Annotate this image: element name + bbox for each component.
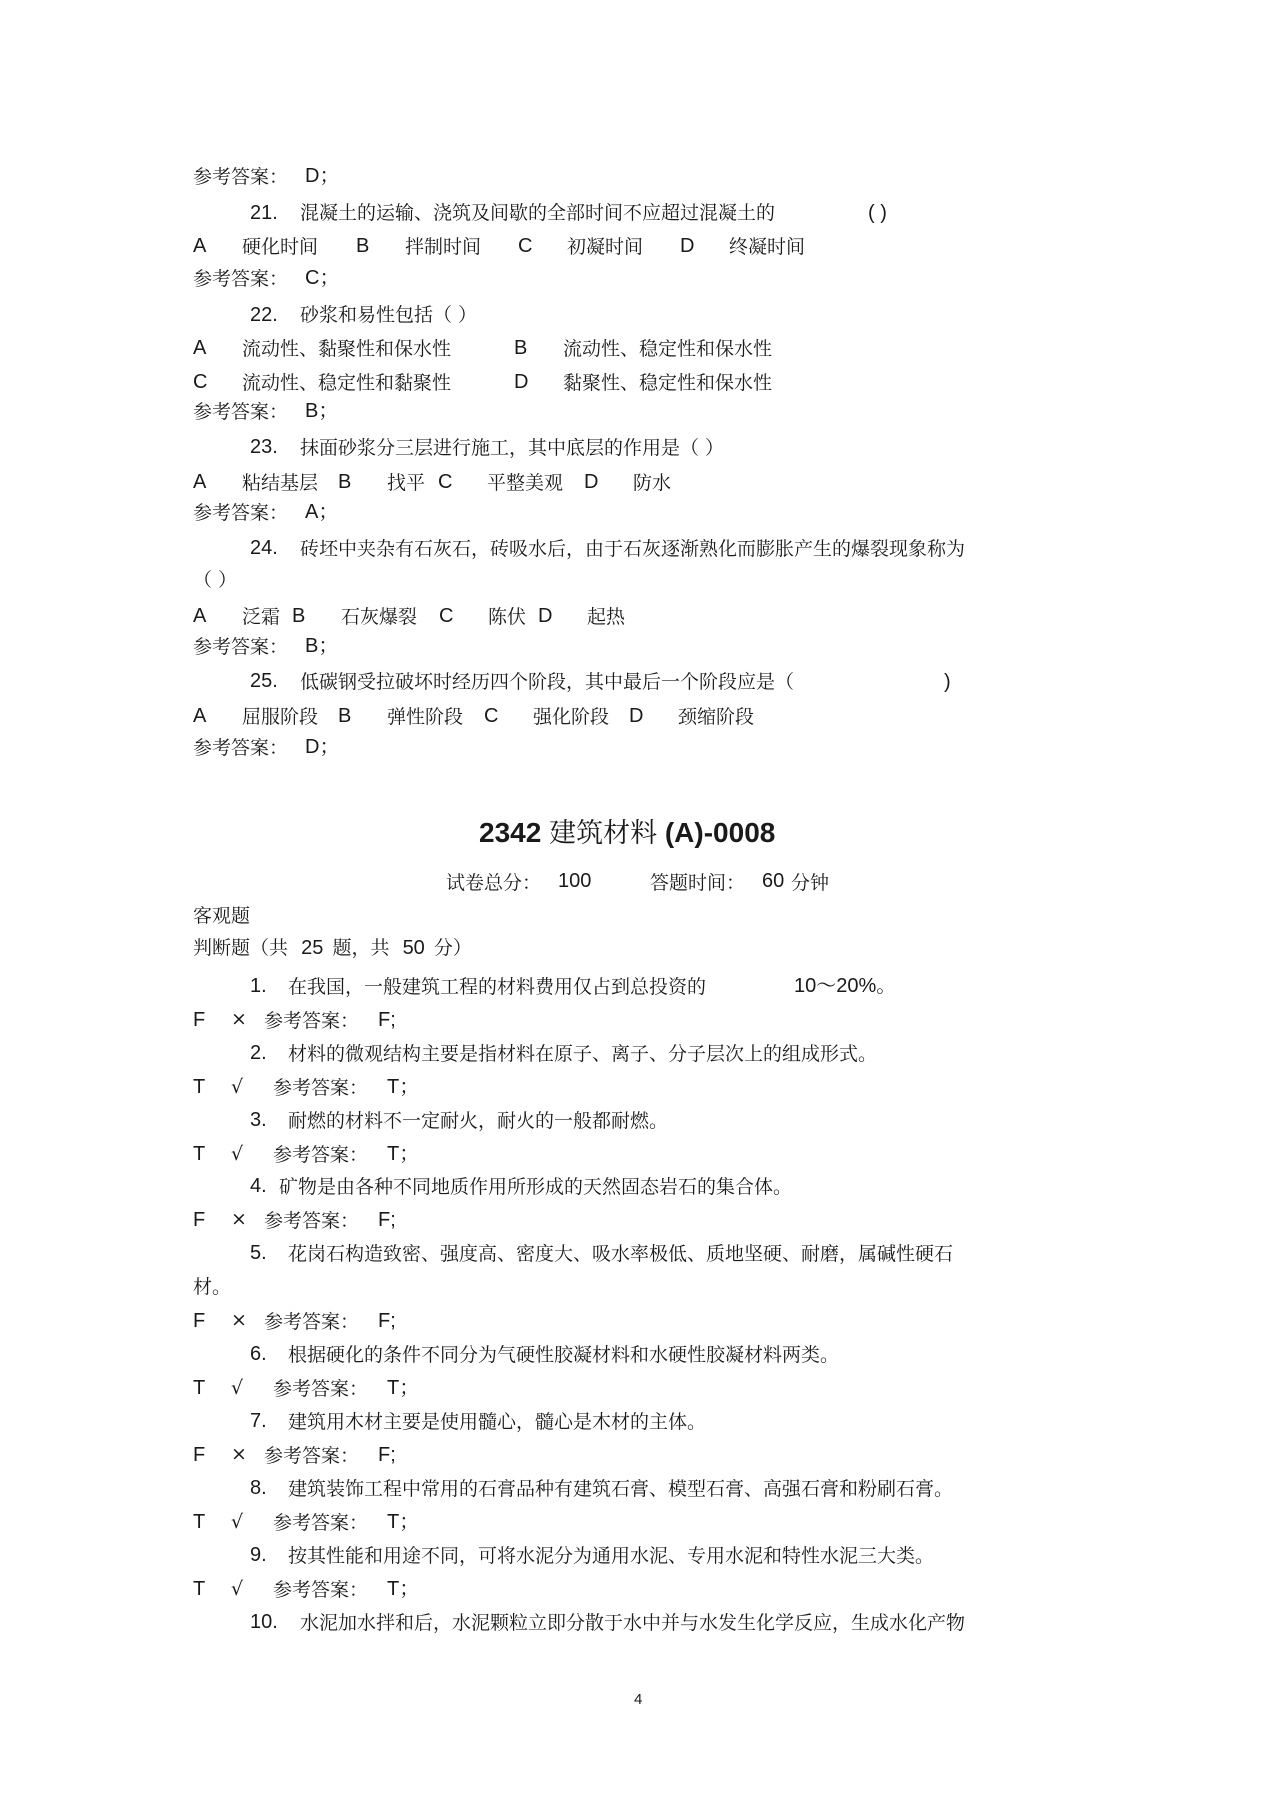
option-text: 陈伏: [488, 606, 527, 628]
tf-mark: T: [193, 1143, 206, 1165]
answer-value: D；: [305, 736, 340, 758]
answer-value: F;: [378, 1009, 396, 1031]
answer-label: 参考答案：: [273, 1077, 369, 1099]
check-icon: √: [231, 1076, 244, 1098]
answer-label: 参考答案：: [193, 166, 289, 188]
tf-statement: 材料的微观结构主要是指材料在原子、离子、分子层次上的组成形式。: [288, 1043, 878, 1065]
answer-value: D；: [305, 165, 340, 187]
option-text: 流动性、稳定性和黏聚性: [242, 372, 452, 394]
option-letter: C: [438, 471, 453, 493]
tf-mark: F: [193, 1209, 206, 1231]
answer-label: 参考答案：: [264, 1210, 360, 1232]
option-letter: D: [514, 371, 529, 393]
exam-title: [479, 819, 775, 847]
check-icon: √: [231, 1511, 244, 1533]
question-number: 21.: [250, 202, 278, 224]
tf-mark: F: [193, 1310, 206, 1332]
option-letter: C: [518, 235, 533, 257]
answer-parenthesis: ): [944, 671, 951, 693]
answer-label: 参考答案：: [264, 1445, 360, 1467]
question-number: 24.: [250, 537, 278, 559]
option-text: 粘结基层: [242, 472, 319, 494]
tf-statement-continued: 材。: [193, 1276, 232, 1298]
answer-label: 参考答案：: [193, 636, 289, 658]
section-points: 50: [402, 937, 425, 959]
tf-statement: 根据硬化的条件不同分为气硬性胶凝材料和水硬性胶凝材料两类。: [288, 1344, 840, 1366]
tf-statement-tail: 10～20%。: [794, 975, 897, 997]
section-suffix: 分）: [433, 937, 472, 959]
option-letter: A: [193, 605, 207, 627]
option-letter: A: [193, 337, 207, 359]
tf-number: 10.: [250, 1611, 278, 1633]
answer-label: 参考答案：: [193, 401, 289, 423]
section-mid: 题，共: [332, 937, 390, 959]
question-number: 23.: [250, 436, 278, 458]
exam-suffix: (A)-0008: [664, 817, 776, 848]
question-number: 22.: [250, 304, 278, 326]
tf-statement: 耐燃的材料不一定耐火，耐火的一般都耐燃。: [288, 1110, 669, 1132]
option-letter: B: [514, 337, 528, 359]
section-prefix: 判断题（共: [193, 937, 289, 959]
option-letter: A: [193, 235, 207, 257]
answer-value: B；: [305, 635, 339, 657]
tf-number: 4.: [250, 1175, 267, 1197]
answer-label: 参考答案：: [264, 1311, 360, 1333]
cross-icon: ×: [231, 1008, 247, 1030]
answer-value: T；: [387, 1377, 420, 1399]
answer-label: 参考答案：: [193, 268, 289, 290]
question-text: 抹面砂浆分三层进行施工，其中底层的作用是（ ）: [300, 437, 725, 459]
tf-number: 6.: [250, 1343, 267, 1365]
total-score-label: 试卷总分：: [446, 872, 542, 894]
cross-icon: ×: [231, 1208, 247, 1230]
page-number: 4: [634, 1691, 643, 1708]
option-text: 防水: [633, 472, 672, 494]
option-text: 起热: [587, 606, 626, 628]
exam-name: 建筑材料: [549, 818, 658, 848]
option-letter: C: [193, 371, 208, 393]
tf-number: 9.: [250, 1544, 267, 1566]
tf-statement: 按其性能和用途不同，可将水泥分为通用水泥、专用水泥和特性水泥三大类。: [288, 1545, 935, 1567]
answer-label: 参考答案：: [193, 737, 289, 759]
section-heading: [193, 938, 472, 958]
option-letter: D: [629, 705, 644, 727]
answer-value: B；: [305, 400, 339, 422]
question-text: 低碳钢受拉破坏时经历四个阶段，其中最后一个阶段应是（: [300, 671, 795, 693]
answer-label: 参考答案：: [193, 502, 289, 524]
option-text: 弹性阶段: [387, 706, 464, 728]
option-text: 颈缩阶段: [678, 706, 755, 728]
answer-value: T；: [387, 1511, 420, 1533]
question-text: 砖坯中夹杂有石灰石，砖吸水后，由于石灰逐渐熟化而膨胀产生的爆裂现象称为: [300, 538, 966, 560]
answer-label: 参考答案：: [273, 1512, 369, 1534]
answer-value: F;: [378, 1209, 396, 1231]
answer-value: C；: [305, 267, 340, 289]
cross-icon: ×: [231, 1443, 247, 1465]
tf-number: 5.: [250, 1242, 267, 1264]
tf-statement: 在我国，一般建筑工程的材料费用仅占到总投资的: [288, 976, 707, 998]
option-letter: D: [680, 235, 695, 257]
option-text: 流动性、黏聚性和保水性: [242, 338, 452, 360]
question-text: 砂浆和易性包括（ ）: [300, 304, 478, 326]
option-text: 硬化时间: [242, 236, 319, 258]
option-letter: A: [193, 471, 207, 493]
tf-mark: T: [193, 1511, 206, 1533]
tf-mark: T: [193, 1578, 206, 1600]
answer-label: 参考答案：: [273, 1579, 369, 1601]
option-text: 终凝时间: [729, 236, 806, 258]
total-score-value: 100: [558, 870, 592, 892]
option-text: 拌制时间: [405, 236, 482, 258]
tf-number: 8.: [250, 1477, 267, 1499]
check-icon: √: [231, 1143, 244, 1165]
tf-mark: T: [193, 1076, 206, 1098]
tf-number: 1.: [250, 975, 267, 997]
option-text: 泛霜: [242, 606, 281, 628]
option-letter: D: [584, 471, 599, 493]
answer-value: T；: [387, 1578, 420, 1600]
category-label: 客观题: [193, 905, 251, 927]
answer-value: A；: [305, 501, 339, 523]
answer-label: 参考答案：: [264, 1010, 360, 1032]
answer-value: F;: [378, 1444, 396, 1466]
answer-value: T；: [387, 1143, 420, 1165]
option-text: 初凝时间: [567, 236, 644, 258]
section-count: 25: [301, 937, 324, 959]
tf-number: 2.: [250, 1042, 267, 1064]
answer-parenthesis: ( ): [868, 202, 887, 224]
tf-statement: 水泥加水拌和后，水泥颗粒立即分散于水中并与水发生化学反应，生成水化产物: [300, 1612, 966, 1634]
answer-label: 参考答案：: [273, 1378, 369, 1400]
question-text: 混凝土的运输、浇筑及间歇的全部时间不应超过混凝土的: [300, 202, 776, 224]
option-letter: B: [356, 235, 370, 257]
cross-icon: ×: [231, 1309, 247, 1331]
option-letter: D: [538, 605, 553, 627]
option-letter: B: [338, 705, 352, 727]
tf-mark: F: [193, 1444, 206, 1466]
tf-mark: T: [193, 1377, 206, 1399]
tf-number: 3.: [250, 1109, 267, 1131]
tf-statement: 建筑用木材主要是使用髓心，髓心是木材的主体。: [288, 1411, 707, 1433]
tf-statement: 矿物是由各种不同地质作用所形成的天然固态岩石的集合体。: [279, 1176, 793, 1198]
answer-label: 参考答案：: [273, 1144, 369, 1166]
option-text: 流动性、稳定性和保水性: [563, 338, 773, 360]
option-letter: A: [193, 705, 207, 727]
tf-number: 7.: [250, 1410, 267, 1432]
option-text: 找平: [387, 472, 426, 494]
time-value: 60: [762, 870, 785, 892]
question-number: 25.: [250, 670, 278, 692]
exam-code: 2342: [479, 817, 542, 848]
option-text: 黏聚性、稳定性和保水性: [563, 372, 773, 394]
option-letter: C: [484, 705, 499, 727]
option-letter: B: [338, 471, 352, 493]
option-text: 平整美观: [487, 472, 564, 494]
tf-mark: F: [193, 1009, 206, 1031]
time-label: 答题时间：: [650, 872, 746, 894]
option-letter: B: [292, 605, 306, 627]
tf-statement: 建筑装饰工程中常用的石膏品种有建筑石膏、模型石膏、高强石膏和粉刷石膏。: [288, 1478, 954, 1500]
answer-value: T；: [387, 1076, 420, 1098]
answer-value: F;: [378, 1310, 396, 1332]
tf-statement: 花岗石构造致密、强度高、密度大、吸水率极低、质地坚硬、耐磨，属碱性硬石: [288, 1243, 954, 1265]
option-text: 强化阶段: [533, 706, 610, 728]
question-text-continued: （ ）: [193, 569, 238, 591]
time-unit: 分钟: [791, 872, 830, 894]
option-letter: C: [439, 605, 454, 627]
option-text: 屈服阶段: [242, 706, 319, 728]
check-icon: √: [231, 1578, 244, 1600]
option-text: 石灰爆裂: [341, 606, 418, 628]
check-icon: √: [231, 1377, 244, 1399]
